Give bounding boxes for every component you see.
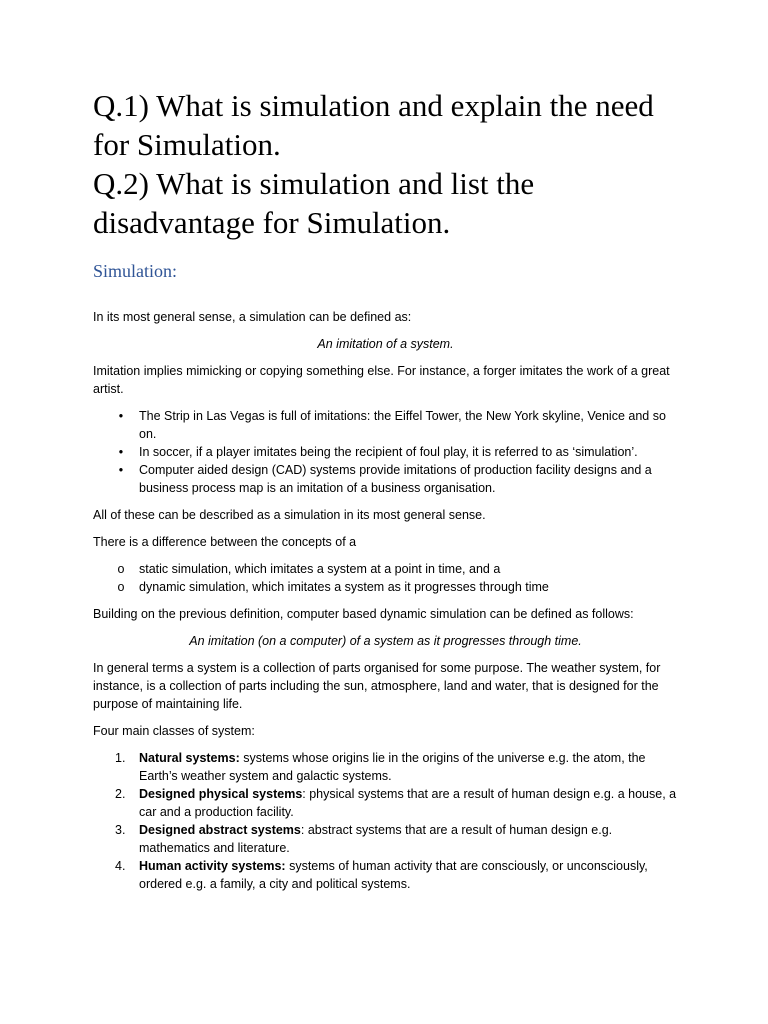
building-paragraph: Building on the previous definition, computer based dynamic simulation can be defined as follows: [93, 607, 634, 621]
list-item-text: The Strip in Las Vegas is full of imitations: the Eiffel Tower, the New York skyline, Venice and so on. [139, 409, 666, 441]
list-item [93, 461, 678, 497]
class-term: Designed abstract systems [139, 823, 301, 837]
list-item [93, 560, 678, 578]
definition-quote-2: An imitation (on a computer) of a system as it progresses through time. [189, 634, 582, 648]
list-item [93, 785, 678, 821]
document-page [93, 86, 678, 893]
difference-paragraph: There is a difference between the concepts of a [93, 535, 357, 549]
document-body [93, 308, 678, 893]
bullet-icon: • [118, 409, 124, 423]
question-2-title: Q.2) What is simulation and list the disadvantage for Simulation. [93, 166, 535, 240]
list-item-text: Computer aided design (CAD) systems provide imitations of production facility designs and a business process map is an imitation of a business organisation. [139, 463, 652, 495]
list-item [93, 407, 678, 443]
list-item [93, 749, 678, 785]
section-heading: Simulation: [93, 261, 178, 281]
definition-quote-1: An imitation of a system. [317, 337, 454, 351]
class-term: Natural systems: [139, 751, 240, 765]
class-description: : physical systems that are a result of human design e.g. a house, a car and a production facility. [139, 787, 677, 819]
list-item [93, 821, 678, 857]
class-term: Human activity systems: [139, 859, 286, 873]
intro-paragraph: In its most general sense, a simulation can be defined as: [93, 310, 412, 324]
concepts-list [93, 560, 678, 596]
system-classes-list [93, 749, 678, 893]
general-sense-paragraph: All of these can be described as a simulation in its most general sense. [93, 508, 486, 522]
class-term: Designed physical systems [139, 787, 303, 801]
list-number: 4. [115, 859, 126, 873]
list-item [93, 443, 678, 461]
list-item [93, 857, 678, 893]
list-item [93, 578, 678, 596]
imitation-paragraph: Imitation implies mimicking or copying something else. For instance, a forger imitates the work of a great artist. [93, 364, 670, 396]
list-number: 1. [115, 751, 126, 765]
classes-intro-paragraph: Four main classes of system: [93, 724, 255, 738]
list-number: 2. [115, 787, 126, 801]
examples-list [93, 407, 678, 497]
list-item-text: static simulation, which imitates a system at a point in time, and a [139, 562, 501, 576]
question-1-title: Q.1) What is simulation and explain the need for Simulation. [93, 88, 654, 162]
list-number: 3. [115, 823, 126, 837]
bullet-icon: • [118, 463, 124, 477]
system-paragraph: In general terms a system is a collection of parts organised for some purpose. The weather system, for instance, is a collection of parts including the sun, atmosphere, land and water, that is designed for the purpose of maintaining life. [93, 661, 661, 711]
class-description: systems whose origins lie in the origins of the universe e.g. the atom, the Earth’s weather system and galactic systems. [139, 751, 646, 783]
class-description: : abstract systems that are a result of human design e.g. mathematics and literature. [139, 823, 613, 855]
hollow-bullet-icon: o [117, 580, 125, 594]
hollow-bullet-icon: o [117, 562, 125, 576]
list-item-text: In soccer, if a player imitates being the recipient of foul play, it is referred to as ‘simulation’. [139, 445, 638, 459]
bullet-icon: • [118, 445, 124, 459]
list-item-text: dynamic simulation, which imitates a system as it progresses through time [139, 580, 549, 594]
class-description: systems of human activity that are consciously, or unconsciously, ordered e.g. a family, a city and political systems. [139, 859, 648, 891]
